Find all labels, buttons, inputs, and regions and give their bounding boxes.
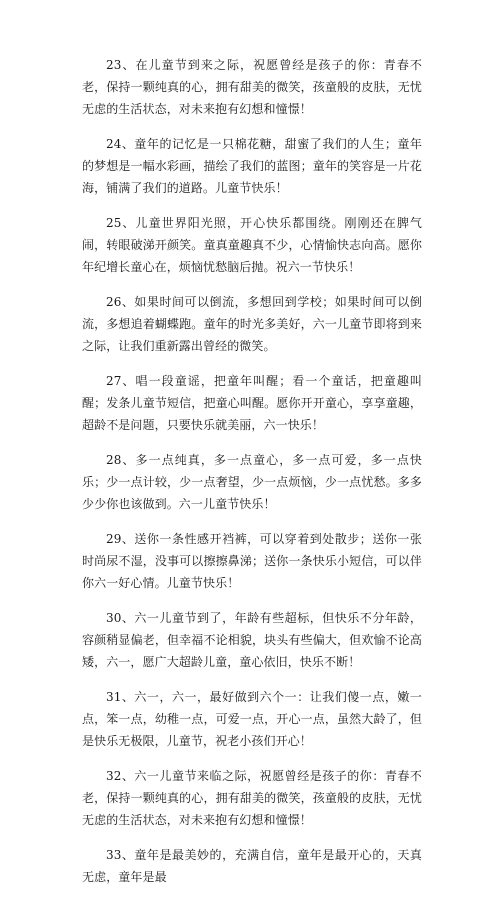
paragraph-24: 24、童年的记忆是一只棉花糖，甜蜜了我们的人生；童年的梦想是一幅水彩画，描绘了我们的蓝图；童年的笑容是一片花海，铺满了我们的道路。儿童节快乐！: [82, 137, 422, 195]
paragraph-27: 27、唱一段童谣，把童年叫醒；看一个童话，把童趣叫醒；发条儿童节短信，把童心叫醒。愿你开开童心，享享童趣，超龄不是问题，只要快乐就美丽，六一快乐！: [82, 374, 422, 432]
paragraph-23: 23、在儿童节到来之际，祝愿曾经是孩子的你：青春不老，保持一颗纯真的心，拥有甜美的微笑，孩童般的皮肤，无忧无虑的生活状态，对未来抱有幻想和憧憬！: [82, 58, 422, 116]
paragraph-29: 29、送你一条性感开裆裤，可以穿着到处散步；送你一张时尚尿不湿，没事可以擦擦鼻涕；送你一条快乐小短信，可以伴你六一好心情。儿童节快乐！: [82, 532, 422, 590]
paragraph-26: 26、如果时间可以倒流，多想回到学校；如果时间可以倒流，多想追着蝴蝶跑。童年的时光多美好，六一儿童节即将到来之际，让我们重新露出曾经的微笑。: [82, 295, 422, 353]
paragraph-33: 33、童年是最美妙的，充满自信，童年是最开心的，天真无虑，童年是最: [82, 848, 422, 884]
document-body: [82, 54, 422, 901]
paragraph-32: 32、六一儿童节来临之际，祝愿曾经是孩子的你：青春不老，保持一颗纯真的心，拥有甜美的微笑，孩童般的皮肤，无忧无虑的生活状态，对未来抱有幻想和憧憬！: [82, 769, 422, 827]
paragraph-28: 28、多一点纯真，多一点童心，多一点可爱，多一点快乐；少一点计较，少一点奢望，少一点烦恼，少一点忧愁。多多少少你也该做到。六一儿童节快乐！: [82, 453, 422, 511]
paragraph-31: 31、六一，六一，最好做到六个一：让我们傻一点，嫩一点，笨一点，幼稚一点，可爱一点，开心一点，虽然大龄了，但是快乐无极限，儿童节，祝老小孩们开心！: [82, 690, 422, 748]
paragraph-25: 25、儿童世界阳光照，开心快乐都围绕。刚刚还在脾气闹，转眼破涕开颜笑。童真童趣真不少，心情愉快志向高。愿你年纪增长童心在，烦恼忧愁脑后抛。祝六一节快乐！: [82, 216, 422, 274]
paragraph-30: 30、六一儿童节到了，年龄有些超标，但快乐不分年龄，容颜稍显偏老，但幸福不论相貌，块头有些偏大，但欢愉不论高矮，六一，愿广大超龄儿童，童心依旧，快乐不断！: [82, 611, 422, 669]
